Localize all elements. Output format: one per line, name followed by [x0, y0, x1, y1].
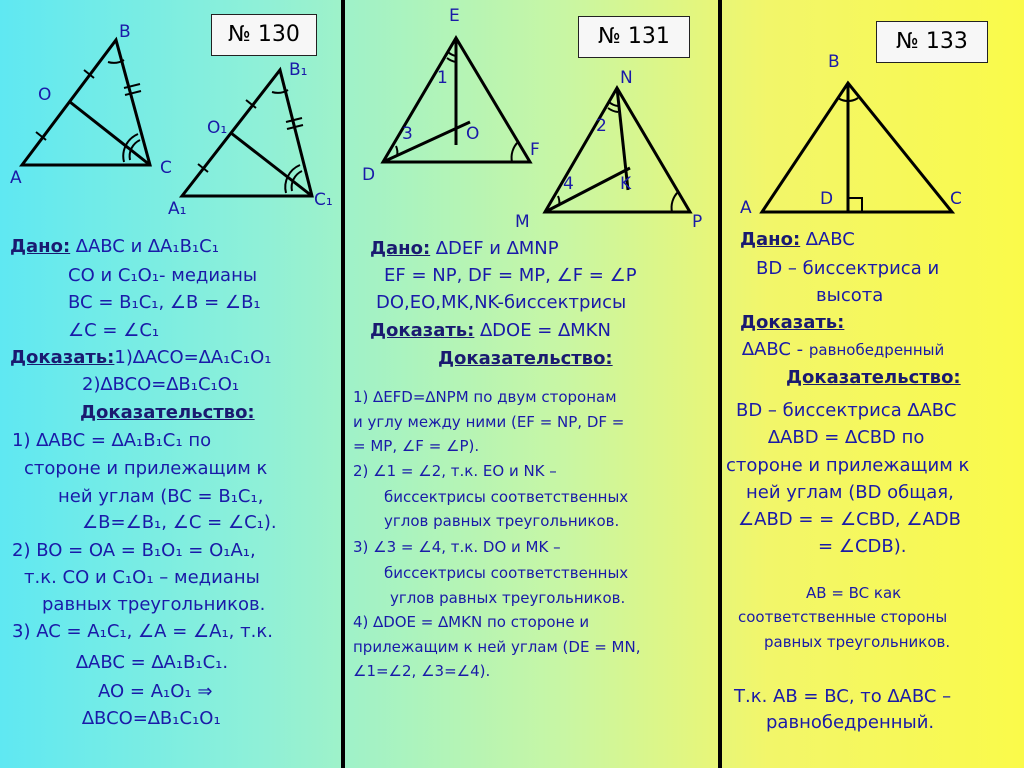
- given-label-131: Дано:: [370, 238, 431, 259]
- given-line-1-130: CO и C₁O₁- медианы: [68, 265, 258, 286]
- proof-line-4-133: ней углам (BD общая,: [746, 482, 954, 503]
- prove-133: [742, 339, 944, 360]
- prove-text-b-133: равнобедренный: [808, 341, 945, 359]
- prove-130: [10, 347, 271, 368]
- given-text-131: ∆DEF и ∆MNP: [435, 238, 559, 259]
- label-b1: B₁: [289, 60, 308, 80]
- given-line-2-131: DO,EO,MK,NK-биссектрисы: [376, 292, 627, 313]
- given-131: [370, 238, 559, 259]
- proof-line-3-131: = MP, ∠F = ∠P).: [353, 437, 480, 455]
- proof-line-2-131: и углу между ними (EF = NP, DF =: [353, 413, 625, 431]
- proof-line-6-133: = ∠CDB).: [818, 536, 907, 557]
- proof-line-5-130: 2) BO = OA = B₁O₁ = O₁A₁,: [12, 540, 256, 561]
- label-angle-3: 3: [402, 124, 413, 144]
- given-text-130: ∆ABC и ∆A₁B₁C₁: [75, 236, 219, 257]
- proof-line-5-133: ∠ABD = = ∠CBD, ∠ADB: [738, 509, 962, 530]
- prove-line-1-130: 1)∆ACO=∆A₁C₁O₁: [114, 347, 272, 368]
- given-label-133: Дано:: [740, 229, 801, 250]
- label-e: E: [449, 6, 460, 26]
- proof-line-4-130: ∠B=∠B₁, ∠C = ∠C₁).: [82, 512, 277, 533]
- proof-line-3-133: стороне и прилежащим к: [726, 455, 970, 476]
- label-c-133: C: [950, 189, 962, 209]
- proof-line-1-133: BD – биссектриса ∆ABC: [736, 400, 957, 421]
- proof-line-6-130: т.к. CO и C₁O₁ – медианы: [24, 567, 260, 588]
- proof-line-8-133: соответственные стороны: [738, 608, 948, 626]
- proof-line-5-131: биссектрисы соответственных: [384, 488, 629, 506]
- proof-line-9-130: ∆ABC = ∆A₁B₁C₁.: [76, 652, 229, 673]
- proof-line-2-133: ∆ABD = ∆CBD по: [768, 427, 925, 448]
- given-line-1-133: BD – биссектриса и: [756, 258, 940, 279]
- label-d: D: [362, 165, 376, 185]
- prove-label-131: Доказать:: [370, 320, 475, 341]
- proof-line-1-130: 1) ∆ABC = ∆A₁B₁C₁ по: [12, 430, 212, 451]
- label-m: M: [515, 212, 530, 232]
- label-angle-4: 4: [563, 174, 574, 194]
- label-p: P: [692, 212, 703, 232]
- label-d-133: D: [820, 189, 834, 209]
- proof-line-10-131: 4) ∆DOE = ∆MKN по стороне и: [353, 613, 590, 631]
- label-a-133: A: [740, 198, 752, 218]
- proof-line-3-130: ней углам (BC = B₁C₁,: [58, 486, 264, 507]
- problem-number-133: № 133: [876, 21, 988, 63]
- conclusion-line-1-133: Т.к. AB = BC, то ∆ABC –: [734, 686, 952, 707]
- given-133: [740, 229, 855, 250]
- prove-line-2-130: 2)∆BCO=∆B₁C₁O₁: [82, 374, 240, 395]
- proof-label-131: Доказательство:: [438, 348, 613, 369]
- given-line-2-130: BC = B₁C₁, ∠B = ∠B₁: [68, 292, 261, 313]
- label-n: N: [620, 68, 633, 88]
- given-line-1-131: EF = NP, DF = MP, ∠F = ∠P: [384, 265, 637, 286]
- triangle-a1b1c1: [182, 70, 312, 196]
- given-label-130: Дано:: [10, 236, 71, 257]
- problem-number-130: № 130: [211, 14, 317, 56]
- label-f: F: [530, 140, 540, 160]
- label-o: O: [38, 85, 52, 105]
- label-angle-2: 2: [596, 116, 607, 136]
- label-a1: A₁: [168, 199, 187, 219]
- label-b-133: B: [828, 52, 840, 72]
- triangle-abc-133: [762, 83, 952, 212]
- proof-line-11-131: прилежащим к ней углам (DE = MN,: [353, 638, 641, 656]
- proof-line-8-130: 3) AC = A₁C₁, ∠A = ∠A₁, т.к.: [12, 621, 273, 642]
- proof-line-10-130: AO = A₁O₁ ⇒: [98, 681, 213, 702]
- given-text-133: ∆ABC: [805, 229, 855, 250]
- label-angle-1: 1: [437, 68, 448, 88]
- conclusion-line-2-133: равнобедренный.: [766, 712, 935, 733]
- prove-label-133: Доказать:: [740, 312, 845, 333]
- problem-number-131: № 131: [578, 16, 690, 58]
- label-c: C: [160, 158, 172, 178]
- given-line-3-130: ∠C = ∠C₁: [68, 320, 160, 341]
- proof-line-7-131: 3) ∠3 = ∠4, т.к. DO и MK –: [353, 538, 561, 556]
- label-k: K: [620, 174, 632, 194]
- prove-text-131: ∆DOE = ∆MKN: [480, 320, 611, 341]
- prove-131: [370, 320, 611, 341]
- label-a: A: [10, 168, 22, 188]
- proof-line-4-131: 2) ∠1 = ∠2, т.к. EO и NK –: [353, 462, 557, 480]
- label-o1: O₁: [207, 118, 228, 138]
- median-co: [70, 102, 150, 165]
- label-c1: C₁: [314, 190, 333, 210]
- label-b: B: [119, 22, 131, 42]
- proof-line-7-130: равных треугольников.: [42, 594, 266, 615]
- proof-line-9-133: равных треугольников.: [764, 633, 951, 651]
- proof-line-12-131: ∠1=∠2, ∠3=∠4).: [353, 662, 491, 680]
- proof-line-6-131: углов равных треугольников.: [384, 512, 620, 530]
- proof-label-133: Доказательство:: [786, 367, 961, 388]
- proof-line-7-133: AB = BC как: [806, 584, 902, 602]
- proof-line-1-131: 1) ∆EFD=∆NPM по двум сторонам: [353, 388, 617, 406]
- label-o-131: O: [466, 124, 480, 144]
- proof-label-130: Доказательство:: [80, 402, 255, 423]
- prove-text-a-133: ∆ABC -: [742, 339, 804, 360]
- proof-line-2-130: стороне и прилежащим к: [24, 458, 268, 479]
- given-130: [10, 236, 219, 257]
- prove-label-130: Доказать:: [10, 347, 115, 368]
- proof-line-8-131: биссектрисы соответственных: [384, 564, 629, 582]
- given-line-2-133: высота: [816, 285, 884, 306]
- proof-line-9-131: углов равных треугольников.: [390, 589, 626, 607]
- proof-line-11-130: ∆BCO=∆B₁C₁O₁: [82, 708, 221, 729]
